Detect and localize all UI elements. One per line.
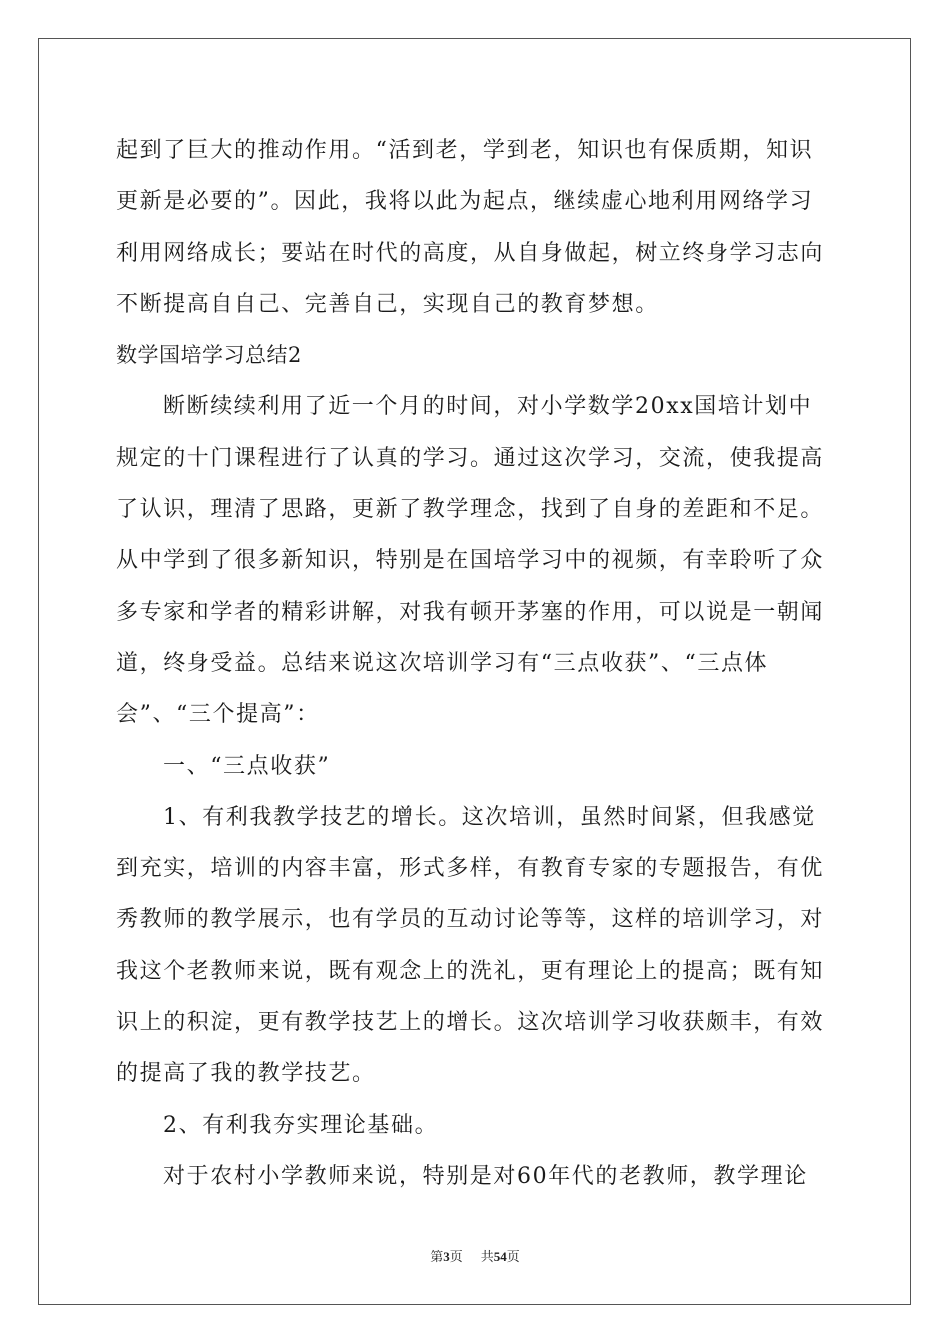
text-line: 不断提高自自己、完善自己，实现自己的教育梦想。 <box>116 291 659 317</box>
document-body <box>116 125 836 1202</box>
text-line: 1、有利我教学技艺的增长。这次培训，虽然时间紧，但我感觉 <box>163 804 816 830</box>
text-line: 起到了巨大的推动作用。“活到老，学到老，知识也有保质期，知识 <box>116 138 814 163</box>
text-line: 识上的积淀，更有教学技艺上的增长。这次培训学习收获颇丰，有效 <box>116 1010 825 1036</box>
text-line: 我这个老教师来说，既有观念上的洗礼，更有理论上的提高；既有知 <box>116 958 825 984</box>
text-line: 会”、“三个提高”： <box>116 702 320 728</box>
text-line: 道，终身受益。总结来说这次培训学习有“三点收获”、“三点体 <box>116 650 769 676</box>
total-pages: 54 <box>493 1249 507 1264</box>
text-line: 利用网络成长；要站在时代的高度，从自身做起，树立终身学习志向 <box>116 240 825 266</box>
page-prefix: 第 <box>430 1249 444 1264</box>
text-line: 到充实，培训的内容丰富，形式多样，有教育专家的专题报告，有优 <box>116 856 825 882</box>
page-number: 3 <box>443 1249 450 1264</box>
text-line: 的提高了我的教学技艺。 <box>116 1061 376 1087</box>
text-line: 断断续续利用了近一个月的时间，对小学数学20xx国培计划中 <box>163 394 813 420</box>
subsection-heading: 一、“三点收获” <box>163 753 331 779</box>
text-line: 更新是必要的”。因此，我将以此为起点，继续虚心地利用网络学习 <box>116 189 814 215</box>
text-line: 秀教师的教学展示，也有学员的互动讨论等等，这样的培训学习，对 <box>116 907 825 933</box>
total-prefix: 共 <box>480 1249 494 1264</box>
text-line: 多专家和学者的精彩讲解，对我有顿开茅塞的作用，可以说是一朝闻 <box>116 599 825 625</box>
page-suffix: 页 <box>449 1249 463 1264</box>
text-line: 从中学到了很多新知识，特别是在国培学习中的视频，有幸聆听了众 <box>116 548 825 574</box>
text-line: 规定的十门课程进行了认真的学习。通过这次学习，交流，使我提高 <box>116 445 825 471</box>
page-footer <box>0 1246 950 1265</box>
text-line: 了认识，理清了思路，更新了教学理念，找到了自身的差距和不足。 <box>116 497 825 523</box>
section-heading: 数学国培学习总结2 <box>116 343 302 368</box>
total-suffix: 页 <box>506 1249 520 1264</box>
text-line: 2、有利我夯实理论基础。 <box>163 1112 439 1138</box>
text-line: 对于农村小学教师来说，特别是对60年代的老教师，教学理论 <box>163 1163 808 1189</box>
